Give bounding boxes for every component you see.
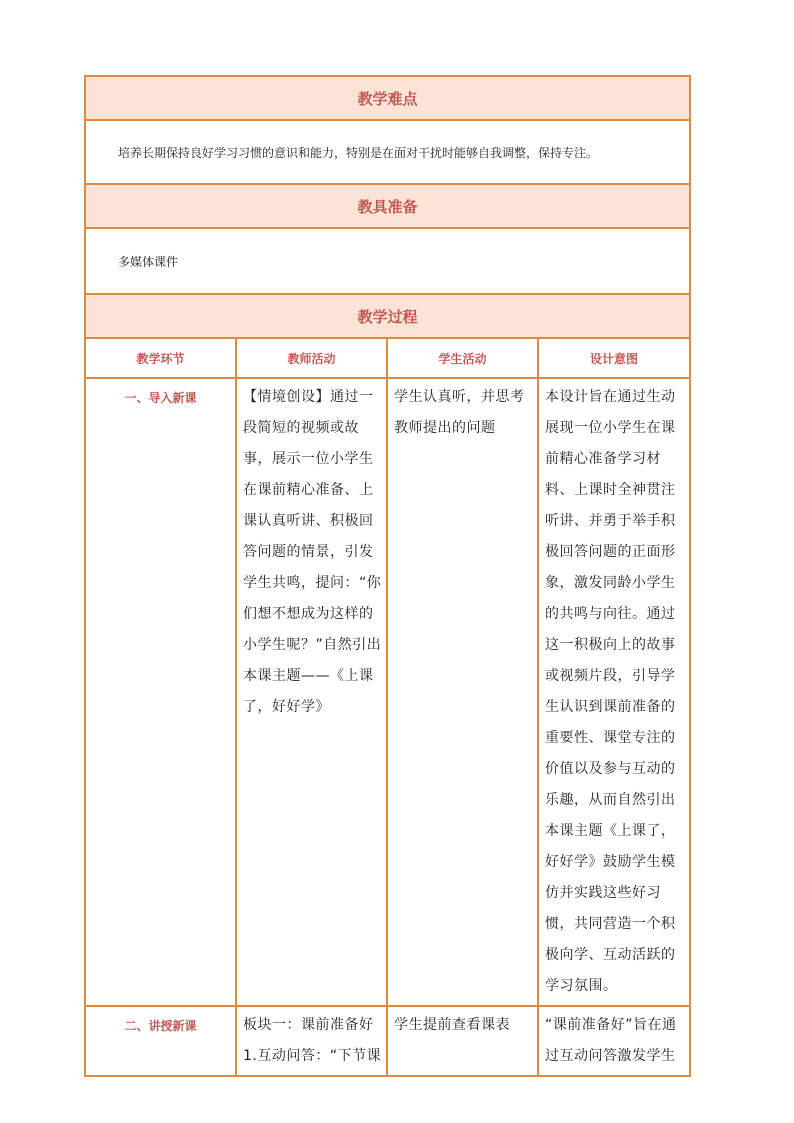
process-header: 教学过程 xyxy=(85,294,690,338)
difficulty-header: 教学难点 xyxy=(85,76,690,120)
student-activity-cell-wrap xyxy=(387,1006,538,1076)
column-header-row xyxy=(85,338,690,378)
design-intent-cell: “课前准备好”旨在通过互动问答激发学生 xyxy=(545,1017,677,1064)
prep-header: 教具准备 xyxy=(85,184,690,228)
difficulty-text: 培养长期保持良好学习习惯的意识和能力，特别是在面对干扰时能够自我调整，保持专注。 xyxy=(85,120,690,184)
stage-cell: 二、讲授新课 xyxy=(85,1006,236,1076)
col-intent-header: 设计意图 xyxy=(538,338,690,378)
col-stage-header: 教学环节 xyxy=(85,338,236,378)
student-activity-cell: 学生提前查看课表 xyxy=(394,1017,510,1033)
teacher-activity-cell-wrap xyxy=(236,1006,387,1076)
lesson-plan-sheet xyxy=(84,75,689,1077)
student-activity-cell: 学生认真听，并思考教师提出的问题 xyxy=(387,378,538,1006)
teacher-activity-cell: 【情境创设】通过一段简短的视频或故事，展示一位小学生在课前精心准备、上课认真听讲、积极回答问题的情景，引发学生共鸣，提问：“你们想不想成为这样的小学生呢？”自然引出本课主题——《上课了，好好学》 xyxy=(236,378,387,1006)
design-intent-cell: 本设计旨在通过生动展现一位小学生在课前精心准备学习材料、上课时全神贯注听讲、并勇于举手积极回答问题的正面形象，激发同龄小学生的共鸣与向往。通过这一积极向上的故事或视频片段，引导学生认识到课前准备的重要性、课堂专注的价值以及参与互动的乐趣，从而自然引出本课主题《上课了，好好学》鼓励学生模仿并实践这些好习惯，共同营造一个积极向学、互动活跃的学习氛围。 xyxy=(538,378,690,1006)
teacher-activity-cell: 板块一：课前准备好 1.互动问答：“下节课 xyxy=(243,1017,382,1064)
prep-text: 多媒体课件 xyxy=(85,228,690,294)
table-row xyxy=(85,378,690,1006)
design-intent-cell-wrap xyxy=(538,1006,690,1076)
col-student-header: 学生活动 xyxy=(387,338,538,378)
table-row xyxy=(85,1006,690,1076)
lesson-plan-table xyxy=(84,75,691,1077)
col-teacher-header: 教师活动 xyxy=(236,338,387,378)
stage-cell: 一、导入新课 xyxy=(85,378,236,1006)
